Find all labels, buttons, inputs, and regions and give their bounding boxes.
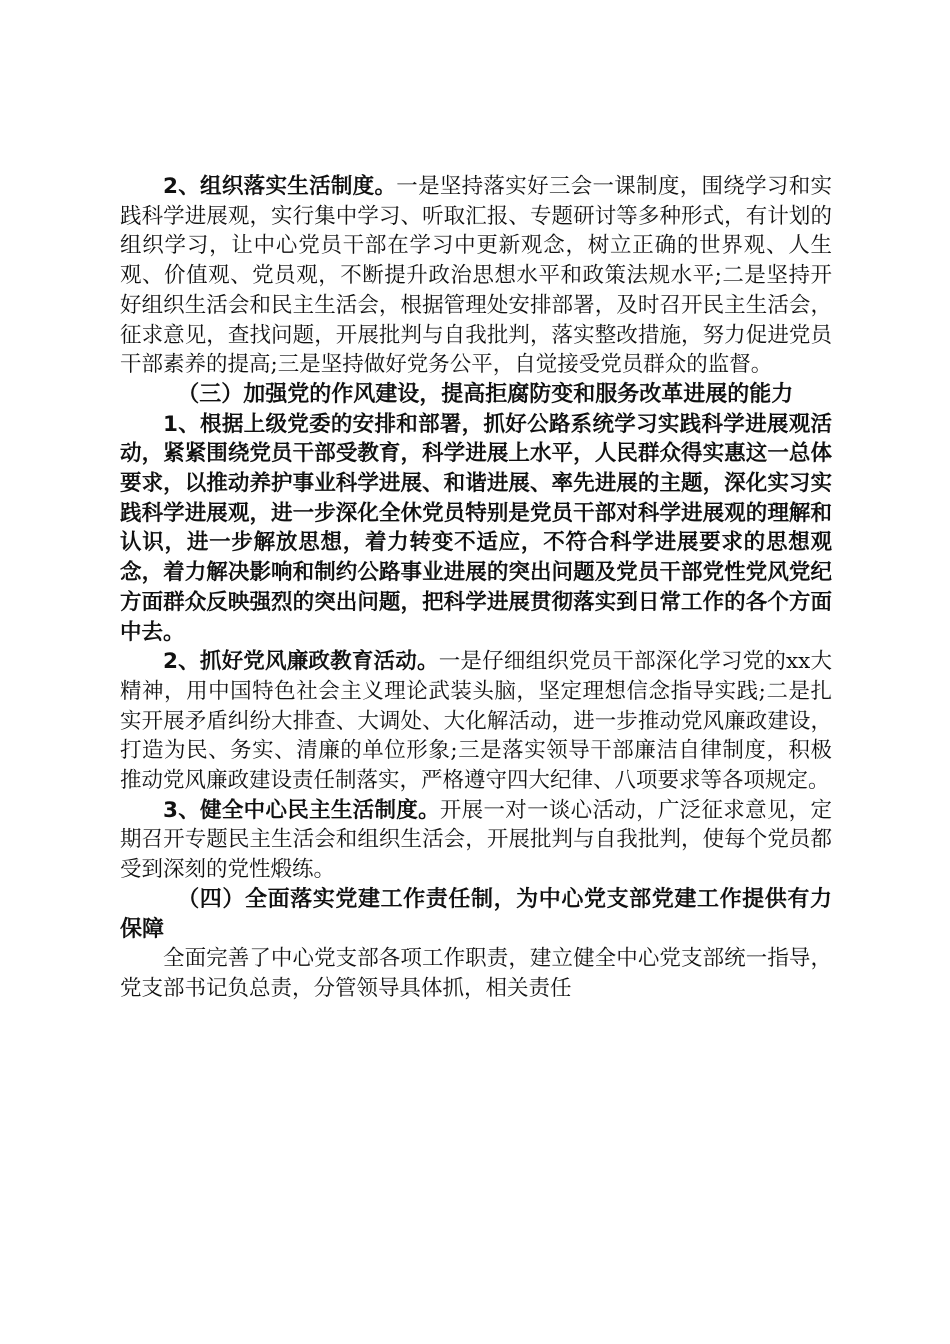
paragraph-organize-life-system: [120, 172, 832, 380]
section-heading-3: （三）加强党的作风建设，提高拒腐防变和服务改革进展的能力: [177, 381, 794, 407]
paragraph-integrity-education: [120, 647, 832, 796]
paragraph-lead: 2、抓好党风廉政教育活动。: [163, 649, 439, 675]
paragraph-text: 一是仔细组织党员干部深化学习党的xx大精神，用中国特色社会主义理论武装头脑，坚定理想信念指导实践;二是扎实开展矛盾纠纷大排查、大调处、大化解活动，进一步推动党风廉政建设，打造为民、务实、清廉的单位形象;三是落实领导干部廉洁自律制度，积极推动党风廉政建设责任制落实，严格遵守四大纪律、八项要求等各项规定。: [120, 649, 832, 794]
paragraph-responsibility-system: [120, 944, 832, 1003]
document-body: [120, 172, 832, 1004]
paragraph-lead: 3、健全中心民主生活制度。: [163, 797, 440, 823]
paragraph-lead: 2、组织落实生活制度。: [163, 174, 397, 199]
section-heading-4: （四）全面落实党建工作责任制，为中心党支部党建工作提供有力保障: [120, 886, 832, 942]
paragraph-text: 一是坚持落实好三会一课制度，围绕学习和实践科学进展观，实行集中学习、听取汇报、专题研讨等多种形式，有计划的组织学习，让中心党员干部在学习中更新观念，树立正确的世界观、人生观、价值观、党员观，不断提升政治思想水平和政策法规水平;二是坚持开好组织生活会和民主生活会，根据管理处安排部署，及时召开民主生活会，征求意见，查找问题，开展批判与自我批判，落实整改措施，努力促进党员干部素养的提高;三是坚持做好党务公平，自觉接受党员群众的监督。: [120, 174, 832, 378]
paragraph-text: 开展一对一谈心活动，广泛征求意见，定期召开专题民主生活会和组织生活会，开展批判与自我批判，使每个党员都受到深刻的党性煅练。: [120, 797, 832, 883]
paragraph-text: 1、根据上级党委的安排和部署，抓好公路系统学习实践科学进展观活动，紧紧围绕党员干部受教育，科学进展上水平，人民群众得实惠这一总体要求，以推动养护事业科学进展、和谐进展、率先进展的主题，深化实习实践科学进展观，进一步深化全休党员特别是党员干部对科学进展观的理解和认识，进一步解放思想，着力转变不适应，不符合科学进展要求的思想观念，着力解决影响和制约公路事业进展的突出问题及党员干部党性党风党纪方面群众反映强烈的突出问题，把科学进展贯彻落实到日常工作的各个方面中去。: [120, 411, 832, 645]
paragraph-text: 全面完善了中心党支部各项工作职责，建立健全中心党支部统一指导，党支部书记负总责，分管领导具体抓，相关责任: [120, 946, 832, 1001]
paragraph-study-practice: [120, 410, 832, 648]
paragraph-democratic-life: [120, 796, 832, 885]
